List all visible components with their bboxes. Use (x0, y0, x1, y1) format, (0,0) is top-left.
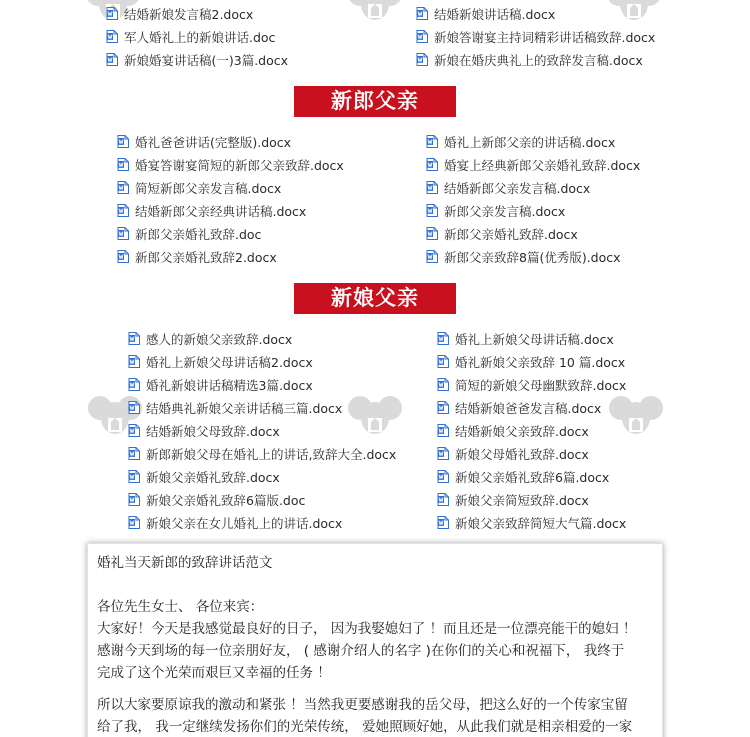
file-name: 新娘答谢宴主持词精彩讲话稿致辞.docx (434, 29, 656, 45)
file-name: 婚宴上经典新郎父亲婚礼致辞.docx (444, 157, 641, 173)
file-link[interactable] (117, 176, 344, 199)
file-link[interactable] (426, 245, 640, 268)
file-name: 结婚新娘发言稿2.docx (124, 6, 254, 22)
file-link[interactable] (437, 396, 626, 419)
file-name: 新娘婚宴讲话稿(一)3篇.docx (124, 52, 289, 68)
file-name: 新娘父亲婚礼致辞.docx (146, 469, 280, 485)
file-link[interactable] (128, 327, 396, 350)
file-name: 新郎父亲发言稿.docx (444, 203, 566, 219)
file-name: 简短新郎父亲发言稿.docx (135, 180, 282, 196)
file-link[interactable] (416, 2, 655, 25)
word-doc-icon (117, 181, 129, 194)
file-name: 婚礼新娘父亲致辞 10 篇.docx (455, 354, 626, 370)
word-doc-icon (426, 158, 438, 171)
bride-father-list-left (128, 327, 396, 534)
file-name: 新郎新娘父母在婚礼上的讲话,致辞大全.docx (146, 446, 397, 462)
bride-father-banner: 新娘父亲 (294, 283, 456, 314)
file-link[interactable] (416, 25, 655, 48)
file-link[interactable] (128, 465, 396, 488)
file-link[interactable] (426, 130, 640, 153)
file-link[interactable] (437, 350, 626, 373)
file-name: 感人的新娘父亲致辞.docx (146, 331, 293, 347)
file-link[interactable] (426, 222, 640, 245)
word-doc-icon (437, 516, 449, 529)
file-name: 新娘父亲致辞简短大气篇.docx (455, 515, 627, 531)
word-doc-icon (437, 470, 449, 483)
file-name: 新娘父亲婚礼致辞6篇版.doc (146, 492, 306, 508)
file-link[interactable] (426, 153, 640, 176)
groom-father-list-left (117, 130, 344, 268)
word-doc-icon (128, 447, 140, 460)
bride-father-list-right (437, 327, 626, 534)
article-line: 大家好！今天是我感觉最良好的日子， 因为我娶媳妇了 ！而且还是一位漂亮能干的媳妇 ！ (97, 621, 637, 637)
file-link[interactable] (106, 48, 288, 71)
file-name: 婚礼爸爸讲话(完整版).docx (135, 134, 292, 150)
file-link[interactable] (437, 511, 626, 534)
file-name: 婚宴答谢宴简短的新郎父亲致辞.docx (135, 157, 344, 173)
word-doc-icon (117, 204, 129, 217)
file-link[interactable] (128, 350, 396, 373)
file-name: 结婚典礼新娘父亲讲话稿三篇.docx (146, 400, 343, 416)
file-link[interactable] (117, 222, 344, 245)
top-list-left (106, 2, 288, 71)
file-link[interactable] (128, 396, 396, 419)
file-link[interactable] (416, 48, 655, 71)
bear-watermark-icon (344, 0, 406, 22)
file-link[interactable] (128, 419, 396, 442)
word-doc-icon (437, 493, 449, 506)
file-name: 婚礼上新郎父亲的讲话稿.docx (444, 134, 616, 150)
word-doc-icon (426, 135, 438, 148)
file-link[interactable] (437, 373, 626, 396)
groom-father-list-right (426, 130, 640, 268)
word-doc-icon (128, 470, 140, 483)
file-link[interactable] (117, 245, 344, 268)
article-preview (87, 543, 663, 737)
word-doc-icon (128, 516, 140, 529)
word-doc-icon (437, 401, 449, 414)
file-link[interactable] (128, 488, 396, 511)
file-name: 新娘父亲简短致辞.docx (455, 492, 589, 508)
word-doc-icon (128, 493, 140, 506)
file-link[interactable] (128, 442, 396, 465)
file-name: 简短的新娘父母幽默致辞.docx (455, 377, 627, 393)
file-name: 新娘父亲在女儿婚礼上的讲话.docx (146, 515, 343, 531)
file-name: 婚礼新娘讲话稿精选3篇.docx (146, 377, 313, 393)
file-link[interactable] (106, 2, 288, 25)
word-doc-icon (437, 424, 449, 437)
file-link[interactable] (128, 373, 396, 396)
word-doc-icon (117, 227, 129, 240)
word-doc-icon (106, 30, 118, 43)
article-title: 婚礼当天新郎的致辞讲话范文 (97, 555, 273, 571)
file-name: 军人婚礼上的新娘讲话.doc (124, 29, 276, 45)
file-link[interactable] (437, 442, 626, 465)
word-doc-icon (437, 447, 449, 460)
word-doc-icon (128, 378, 140, 391)
file-link[interactable] (437, 488, 626, 511)
word-doc-icon (128, 424, 140, 437)
article-line: 各位先生女士、 各位来宾： (97, 599, 264, 615)
file-link[interactable] (128, 511, 396, 534)
file-name: 新娘父母婚礼致辞.docx (455, 446, 589, 462)
file-link[interactable] (117, 199, 344, 222)
file-link[interactable] (106, 25, 288, 48)
word-doc-icon (437, 332, 449, 345)
file-name: 结婚新娘讲话稿.docx (434, 6, 556, 22)
groom-father-banner: 新郎父亲 (294, 86, 456, 117)
article-line: 完成了这个光荣而艰巨又幸福的任务 ！ (97, 665, 331, 681)
file-name: 新娘父亲婚礼致辞6篇.docx (455, 469, 610, 485)
file-link[interactable] (437, 327, 626, 350)
word-doc-icon (128, 332, 140, 345)
word-doc-icon (426, 250, 438, 263)
article-line: 所以大家要原谅我的激动和紧张 ！当然我更要感谢我的岳父母，把这么好的一个传家宝留 (97, 697, 628, 713)
word-doc-icon (106, 53, 118, 66)
word-doc-icon (426, 227, 438, 240)
word-doc-icon (106, 7, 118, 20)
file-link[interactable] (437, 419, 626, 442)
word-doc-icon (416, 53, 428, 66)
file-name: 结婚新郎父亲发言稿.docx (444, 180, 591, 196)
word-doc-icon (426, 204, 438, 217)
article-line: 给了我， 我一定继续发扬你们的光荣传统， 爱她照顾好她，从此我们就是相亲相爱的一家 (97, 719, 633, 735)
word-doc-icon (416, 30, 428, 43)
file-name: 新郎父亲婚礼致辞2.docx (135, 249, 277, 265)
file-name: 婚礼上新娘父母讲话稿.docx (455, 331, 614, 347)
file-name: 新娘在婚庆典礼上的致辞发言稿.docx (434, 52, 643, 68)
word-doc-icon (426, 181, 438, 194)
word-doc-icon (117, 158, 129, 171)
file-name: 新郎父亲婚礼致辞.doc (135, 226, 262, 242)
file-name: 结婚新娘父母致辞.docx (146, 423, 280, 439)
word-doc-icon (128, 401, 140, 414)
file-link[interactable] (426, 176, 640, 199)
file-link[interactable] (117, 153, 344, 176)
word-doc-icon (117, 135, 129, 148)
article-line: 感谢今天到场的每一位亲朋好友， ( 感谢介绍人的名字 )在你们的关心和祝福下， 我终于 (97, 643, 625, 659)
file-name: 结婚新娘爸爸发言稿.docx (455, 400, 602, 416)
word-doc-icon (437, 378, 449, 391)
file-link[interactable] (437, 465, 626, 488)
word-doc-icon (117, 250, 129, 263)
file-name: 新郎父亲致辞8篇(优秀版).docx (444, 249, 621, 265)
file-name: 新郎父亲婚礼致辞.docx (444, 226, 578, 242)
word-doc-icon (437, 355, 449, 368)
file-link[interactable] (117, 130, 344, 153)
word-doc-icon (416, 7, 428, 20)
file-name: 结婚新娘父亲致辞.docx (455, 423, 589, 439)
file-name: 结婚新郎父亲经典讲话稿.docx (135, 203, 307, 219)
file-name: 婚礼上新娘父母讲话稿2.docx (146, 354, 313, 370)
word-doc-icon (128, 355, 140, 368)
file-link[interactable] (426, 199, 640, 222)
top-list-right (416, 2, 655, 71)
